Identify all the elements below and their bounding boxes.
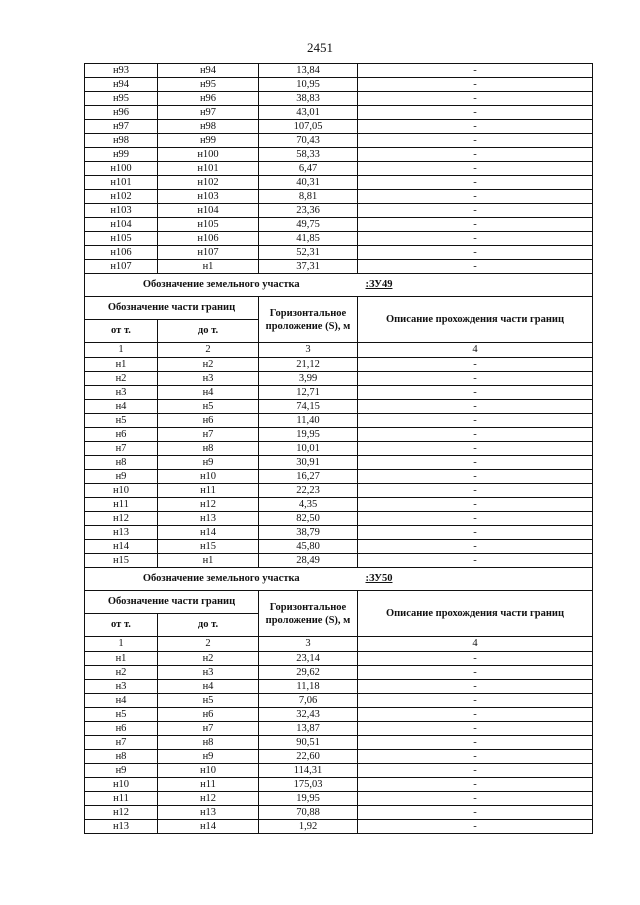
table-cell: н107 bbox=[85, 260, 158, 274]
table-cell: н6 bbox=[85, 722, 158, 736]
table-cell: 13,87 bbox=[259, 722, 358, 736]
table-cell: н103 bbox=[158, 190, 259, 204]
table-cell: - bbox=[358, 512, 593, 526]
page-number: 2451 bbox=[307, 40, 333, 55]
table-row bbox=[85, 92, 593, 106]
table-row bbox=[85, 526, 593, 540]
from-header: от т. bbox=[85, 320, 158, 343]
from-header: от т. bbox=[85, 614, 158, 637]
table-cell: н95 bbox=[85, 92, 158, 106]
table-cell: н2 bbox=[158, 652, 259, 666]
table-cell: н7 bbox=[85, 442, 158, 456]
table-cell: 10,95 bbox=[259, 78, 358, 92]
column-number: 1 bbox=[85, 343, 158, 358]
table-row bbox=[85, 722, 593, 736]
table-cell: н13 bbox=[85, 820, 158, 834]
table-cell: н98 bbox=[158, 120, 259, 134]
table-cell: 90,51 bbox=[259, 736, 358, 750]
table-cell: н8 bbox=[158, 736, 259, 750]
description-header: Описание прохождения части границ bbox=[358, 297, 593, 343]
table-cell: н6 bbox=[85, 428, 158, 442]
table-cell: н3 bbox=[158, 372, 259, 386]
table-row bbox=[85, 176, 593, 190]
table-cell: н14 bbox=[158, 820, 259, 834]
table-row bbox=[85, 246, 593, 260]
table-cell: н10 bbox=[158, 470, 259, 484]
table-cell: 52,31 bbox=[259, 246, 358, 260]
table-row bbox=[85, 218, 593, 232]
table-row bbox=[85, 134, 593, 148]
table-cell: н12 bbox=[85, 512, 158, 526]
table-cell: н12 bbox=[158, 792, 259, 806]
table-cell: 70,43 bbox=[259, 134, 358, 148]
column-number: 1 bbox=[85, 637, 158, 652]
table-cell: н99 bbox=[158, 134, 259, 148]
table-cell: н5 bbox=[158, 694, 259, 708]
table-cell: н10 bbox=[158, 764, 259, 778]
table-row bbox=[85, 428, 593, 442]
table-cell: н105 bbox=[158, 218, 259, 232]
parts-header: Обозначение части границ bbox=[85, 591, 259, 614]
table-cell: - bbox=[358, 148, 593, 162]
table-cell: 58,33 bbox=[259, 148, 358, 162]
table-cell: н3 bbox=[158, 666, 259, 680]
header-row bbox=[85, 297, 593, 320]
table-row bbox=[85, 414, 593, 428]
table-cell: - bbox=[358, 652, 593, 666]
table-cell: н102 bbox=[158, 176, 259, 190]
table-cell: 22,60 bbox=[259, 750, 358, 764]
table-cell: - bbox=[358, 400, 593, 414]
table-cell: н11 bbox=[85, 498, 158, 512]
header-row bbox=[85, 591, 593, 614]
table-row bbox=[85, 358, 593, 372]
table-cell: - bbox=[358, 526, 593, 540]
table-cell: - bbox=[358, 820, 593, 834]
table-cell: - bbox=[358, 64, 593, 78]
table-cell: - bbox=[358, 470, 593, 484]
table-cell: - bbox=[358, 792, 593, 806]
table-cell: н13 bbox=[158, 512, 259, 526]
table-cell: - bbox=[358, 778, 593, 792]
table-row bbox=[85, 120, 593, 134]
table-cell: н8 bbox=[85, 750, 158, 764]
table-cell: н15 bbox=[158, 540, 259, 554]
table-cell: н96 bbox=[158, 92, 259, 106]
table-cell: 29,62 bbox=[259, 666, 358, 680]
table-cell: н96 bbox=[85, 106, 158, 120]
table-cell: 19,95 bbox=[259, 792, 358, 806]
column-number: 2 bbox=[158, 637, 259, 652]
table-row bbox=[85, 666, 593, 680]
table-cell: н98 bbox=[85, 134, 158, 148]
distance-header: Горизонтальное проложение (S), м bbox=[259, 591, 358, 637]
table-row bbox=[85, 652, 593, 666]
table-cell: 28,49 bbox=[259, 554, 358, 568]
table-cell: н102 bbox=[85, 190, 158, 204]
table-cell: - bbox=[358, 708, 593, 722]
table-cell: - bbox=[358, 358, 593, 372]
table-cell: - bbox=[358, 680, 593, 694]
table-cell: н1 bbox=[85, 652, 158, 666]
table-cell: 21,12 bbox=[259, 358, 358, 372]
table-cell: н7 bbox=[158, 428, 259, 442]
table-cell: н104 bbox=[85, 218, 158, 232]
column-number: 4 bbox=[358, 343, 593, 358]
table-cell: - bbox=[358, 246, 593, 260]
table-cell: н5 bbox=[158, 400, 259, 414]
land-plot-value: :ЗУ50 bbox=[358, 568, 593, 591]
table-cell: н3 bbox=[85, 680, 158, 694]
to-header: до т. bbox=[158, 614, 259, 637]
table-row bbox=[85, 232, 593, 246]
column-number-row bbox=[85, 637, 593, 652]
table-cell: 82,50 bbox=[259, 512, 358, 526]
table-cell: - bbox=[358, 442, 593, 456]
land-plot-label: Обозначение земельного участка bbox=[85, 274, 358, 297]
table-cell: н6 bbox=[158, 414, 259, 428]
table-cell: - bbox=[358, 386, 593, 400]
table-cell: н105 bbox=[85, 232, 158, 246]
table-cell: н10 bbox=[85, 778, 158, 792]
table-cell: н101 bbox=[158, 162, 259, 176]
table-cell: 32,43 bbox=[259, 708, 358, 722]
table-cell: 11,18 bbox=[259, 680, 358, 694]
table-cell: н100 bbox=[158, 148, 259, 162]
table-row bbox=[85, 680, 593, 694]
table-cell: - bbox=[358, 554, 593, 568]
table-cell: н100 bbox=[85, 162, 158, 176]
table-cell: н11 bbox=[85, 792, 158, 806]
boundary-table bbox=[84, 63, 593, 834]
table-cell: - bbox=[358, 736, 593, 750]
table-cell: н7 bbox=[85, 736, 158, 750]
table-cell: - bbox=[358, 218, 593, 232]
table-cell: н9 bbox=[85, 764, 158, 778]
table-cell: н11 bbox=[158, 484, 259, 498]
table-cell: н97 bbox=[158, 106, 259, 120]
table-cell: н15 bbox=[85, 554, 158, 568]
table-cell: 40,31 bbox=[259, 176, 358, 190]
table-cell: - bbox=[358, 232, 593, 246]
table-cell: н8 bbox=[158, 442, 259, 456]
table-row bbox=[85, 540, 593, 554]
table-cell: н13 bbox=[85, 526, 158, 540]
land-plot-value: :ЗУ49 bbox=[358, 274, 593, 297]
land-plot-label: Обозначение земельного участка bbox=[85, 568, 358, 591]
table-cell: н10 bbox=[85, 484, 158, 498]
table-cell: н9 bbox=[158, 456, 259, 470]
table-cell: 10,01 bbox=[259, 442, 358, 456]
table-cell: н103 bbox=[85, 204, 158, 218]
table-cell: 7,06 bbox=[259, 694, 358, 708]
table-row bbox=[85, 694, 593, 708]
table-cell: - bbox=[358, 176, 593, 190]
table-row bbox=[85, 806, 593, 820]
column-number: 4 bbox=[358, 637, 593, 652]
table-cell: н2 bbox=[158, 358, 259, 372]
table-row bbox=[85, 764, 593, 778]
table-cell: 74,15 bbox=[259, 400, 358, 414]
table-row bbox=[85, 162, 593, 176]
table-row bbox=[85, 736, 593, 750]
table-cell: - bbox=[358, 540, 593, 554]
table-cell: н107 bbox=[158, 246, 259, 260]
table-row bbox=[85, 260, 593, 274]
table-cell: н106 bbox=[85, 246, 158, 260]
column-number-row bbox=[85, 343, 593, 358]
table-row bbox=[85, 554, 593, 568]
table-cell: н8 bbox=[85, 456, 158, 470]
table-cell: н4 bbox=[158, 386, 259, 400]
table-row bbox=[85, 64, 593, 78]
table-cell: н3 bbox=[85, 386, 158, 400]
table-cell: 175,03 bbox=[259, 778, 358, 792]
table-row bbox=[85, 442, 593, 456]
column-number: 3 bbox=[259, 637, 358, 652]
table-cell: 13,84 bbox=[259, 64, 358, 78]
table-cell: н1 bbox=[158, 554, 259, 568]
table-cell: - bbox=[358, 456, 593, 470]
table-cell: н13 bbox=[158, 806, 259, 820]
table-cell: - bbox=[358, 134, 593, 148]
table-cell: н4 bbox=[85, 694, 158, 708]
table-cell: н14 bbox=[85, 540, 158, 554]
table-row bbox=[85, 498, 593, 512]
table-cell: 11,40 bbox=[259, 414, 358, 428]
table-cell: - bbox=[358, 190, 593, 204]
table-cell: - bbox=[358, 372, 593, 386]
table-row bbox=[85, 484, 593, 498]
table-cell: 38,83 bbox=[259, 92, 358, 106]
table-cell: 8,81 bbox=[259, 190, 358, 204]
table-row bbox=[85, 792, 593, 806]
table-cell: - bbox=[358, 498, 593, 512]
table-row bbox=[85, 204, 593, 218]
table-cell: н94 bbox=[158, 64, 259, 78]
table-cell: 6,47 bbox=[259, 162, 358, 176]
table-cell: - bbox=[358, 78, 593, 92]
table-cell: 41,85 bbox=[259, 232, 358, 246]
table-cell: 107,05 bbox=[259, 120, 358, 134]
column-number: 2 bbox=[158, 343, 259, 358]
table-cell: 49,75 bbox=[259, 218, 358, 232]
table-cell: - bbox=[358, 666, 593, 680]
table-cell: - bbox=[358, 722, 593, 736]
table-cell: н95 bbox=[158, 78, 259, 92]
table-cell: н14 bbox=[158, 526, 259, 540]
table-cell: н12 bbox=[158, 498, 259, 512]
table-cell: 3,99 bbox=[259, 372, 358, 386]
table-cell: - bbox=[358, 484, 593, 498]
table-cell: - bbox=[358, 428, 593, 442]
table-row bbox=[85, 106, 593, 120]
table-cell: - bbox=[358, 92, 593, 106]
table-cell: н6 bbox=[158, 708, 259, 722]
table-cell: 45,80 bbox=[259, 540, 358, 554]
table-cell: н12 bbox=[85, 806, 158, 820]
table-cell: н5 bbox=[85, 414, 158, 428]
table-cell: 4,35 bbox=[259, 498, 358, 512]
table-cell: 30,91 bbox=[259, 456, 358, 470]
table-cell: 19,95 bbox=[259, 428, 358, 442]
description-header: Описание прохождения части границ bbox=[358, 591, 593, 637]
table-row bbox=[85, 78, 593, 92]
table-cell: - bbox=[358, 806, 593, 820]
table-cell: - bbox=[358, 106, 593, 120]
table-cell: 1,92 bbox=[259, 820, 358, 834]
table-cell: 23,36 bbox=[259, 204, 358, 218]
table-cell: н1 bbox=[158, 260, 259, 274]
table-row bbox=[85, 512, 593, 526]
table-row bbox=[85, 400, 593, 414]
table-row bbox=[85, 190, 593, 204]
distance-header: Горизонтальное проложение (S), м bbox=[259, 297, 358, 343]
table-cell: н101 bbox=[85, 176, 158, 190]
table-cell: н2 bbox=[85, 666, 158, 680]
table-cell: н7 bbox=[158, 722, 259, 736]
table-cell: 12,71 bbox=[259, 386, 358, 400]
table-cell: н9 bbox=[85, 470, 158, 484]
to-header: до т. bbox=[158, 320, 259, 343]
table-row bbox=[85, 372, 593, 386]
table-cell: н2 bbox=[85, 372, 158, 386]
table-row bbox=[85, 708, 593, 722]
land-plot-row bbox=[85, 568, 593, 591]
table-cell: - bbox=[358, 750, 593, 764]
table-cell: н9 bbox=[158, 750, 259, 764]
table-row bbox=[85, 386, 593, 400]
table-row bbox=[85, 750, 593, 764]
table-cell: - bbox=[358, 204, 593, 218]
table-row bbox=[85, 778, 593, 792]
table-row bbox=[85, 148, 593, 162]
table-row bbox=[85, 456, 593, 470]
table-cell: н4 bbox=[158, 680, 259, 694]
table-cell: - bbox=[358, 120, 593, 134]
parts-header: Обозначение части границ bbox=[85, 297, 259, 320]
table-cell: н99 bbox=[85, 148, 158, 162]
table-cell: 70,88 bbox=[259, 806, 358, 820]
table-cell: 37,31 bbox=[259, 260, 358, 274]
land-plot-row bbox=[85, 274, 593, 297]
table-cell: н93 bbox=[85, 64, 158, 78]
table-cell: 114,31 bbox=[259, 764, 358, 778]
table-cell: н11 bbox=[158, 778, 259, 792]
table-cell: 23,14 bbox=[259, 652, 358, 666]
table-row bbox=[85, 820, 593, 834]
table-cell: - bbox=[358, 162, 593, 176]
table-cell: н4 bbox=[85, 400, 158, 414]
table-cell: - bbox=[358, 764, 593, 778]
table-row bbox=[85, 470, 593, 484]
table-cell: н106 bbox=[158, 232, 259, 246]
column-number: 3 bbox=[259, 343, 358, 358]
table-cell: 16,27 bbox=[259, 470, 358, 484]
table-cell: н97 bbox=[85, 120, 158, 134]
table-cell: н104 bbox=[158, 204, 259, 218]
table-cell: 43,01 bbox=[259, 106, 358, 120]
table-cell: 22,23 bbox=[259, 484, 358, 498]
table-cell: н5 bbox=[85, 708, 158, 722]
table-cell: 38,79 bbox=[259, 526, 358, 540]
table-cell: н94 bbox=[85, 78, 158, 92]
table-cell: н1 bbox=[85, 358, 158, 372]
table-cell: - bbox=[358, 694, 593, 708]
table-cell: - bbox=[358, 414, 593, 428]
table-cell: - bbox=[358, 260, 593, 274]
